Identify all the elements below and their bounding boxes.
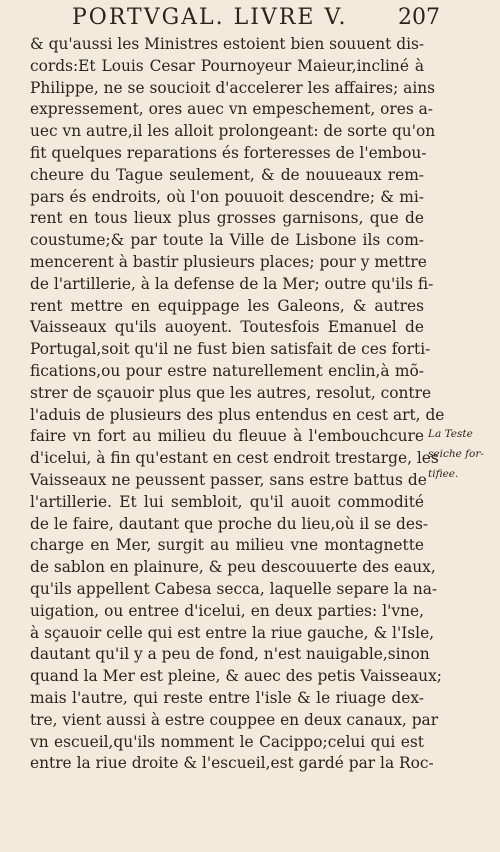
text-line: faire vn fort au milieu du fleuue à l'embouchcure: [30, 427, 424, 446]
marginal-note: [428, 424, 496, 484]
text-line: Philippe, ne se soucioit d'accelerer les affaires; ains: [30, 78, 436, 97]
text-line: quand la Mer est pleine, & auec des petis Vaisseaux;: [30, 667, 442, 686]
marginal-note-line: seiche for-: [428, 448, 484, 460]
text-line: uec vn autre,il les alloit prolongeant: de sorte qu'on: [30, 122, 436, 141]
text-line: Vaisseaux ne peussent passer, sans estre battus de: [30, 470, 427, 489]
text-line: de le faire, dautant que proche du lieu,où il se des-: [30, 514, 429, 533]
page-number: 207: [398, 5, 440, 30]
text-line: charge en Mer, surgit au milieu vne montagnette: [30, 536, 424, 555]
text-line: pars és endroits, où l'on pouuoit descendre; & mi-: [30, 187, 424, 206]
text-line: d'icelui, à fin qu'estant en cest endroit trestarge, les: [30, 449, 439, 468]
running-head: [72, 3, 440, 33]
text-line: l'aduis de plusieurs des plus entendus en cest art, de: [30, 405, 445, 424]
running-title: PORTVGAL. LIVRE V.: [72, 5, 348, 30]
text-line: cheure du Tague seulement, & de nouueaux rem-: [30, 165, 424, 184]
text-line: strer de sçauoir plus que les autres, resolut, contre: [30, 383, 432, 402]
text-line: l'artillerie. Et lui sembloit, qu'il auoit commodité: [30, 492, 424, 511]
text-line: Vaisseaux qu'ils auoyent. Toutesfois Emanuel de: [30, 318, 424, 337]
text-line: Portugal,soit qu'il ne fust bien satisfait de ces forti-: [30, 340, 431, 359]
text-line: rent mettre en equippage les Galeons, & autres: [30, 296, 424, 315]
text-line: dautant qu'il y a peu de fond, n'est nauigable,sinon: [30, 645, 430, 664]
text-line: mais l'autre, qui reste entre l'isle & le riuage dex-: [30, 688, 424, 707]
text-line: expressement, ores auec vn empeschement, ores a-: [30, 100, 434, 119]
text-line: uigation, ou entree d'icelui, en deux parties: l'vne,: [30, 601, 424, 620]
text-line: qu'ils appellent Cabesa secca, laquelle separe la na-: [30, 579, 438, 598]
text-line: mencerent à bastir plusieurs places; pour y mettre: [30, 252, 427, 271]
text-line: entre la riue droite & l'escueil,est gardé par la Roc-: [30, 754, 434, 773]
text-line: coustume;& par toute la Ville de Lisbone ils com-: [30, 231, 424, 250]
text-line: à sçauoir celle qui est entre la riue gauche, & l'Isle,: [30, 623, 435, 642]
marginal-note-line: tifiee.: [428, 468, 459, 480]
marginal-note-line: La Teste: [428, 428, 473, 440]
text-line: & qu'aussi les Ministres estoient bien souuent dis-: [30, 35, 425, 53]
text-line: rent en tous lieux plus grosses garnisons, que de: [30, 209, 424, 228]
text-line: de l'artillerie, à la defense de la Mer; outre qu'ils fi-: [30, 274, 434, 293]
text-line: tre, vient aussi à estre couppee en deux canaux, par: [30, 710, 439, 729]
text-line: fit quelques reparations és forteresses de l'embou-: [30, 143, 427, 162]
text-line: cords:Et Louis Cesar Pournoyeur Maieur,incliné à: [30, 56, 424, 75]
text-line: vn escueil,qu'ils nomment le Cacippo;celui qui est: [30, 732, 424, 751]
text-line: fications,ou pour estre naturellement enclin,à mõ-: [30, 361, 424, 380]
text-line: de sablon en plainure, & peu descouuerte des eaux,: [30, 558, 436, 577]
